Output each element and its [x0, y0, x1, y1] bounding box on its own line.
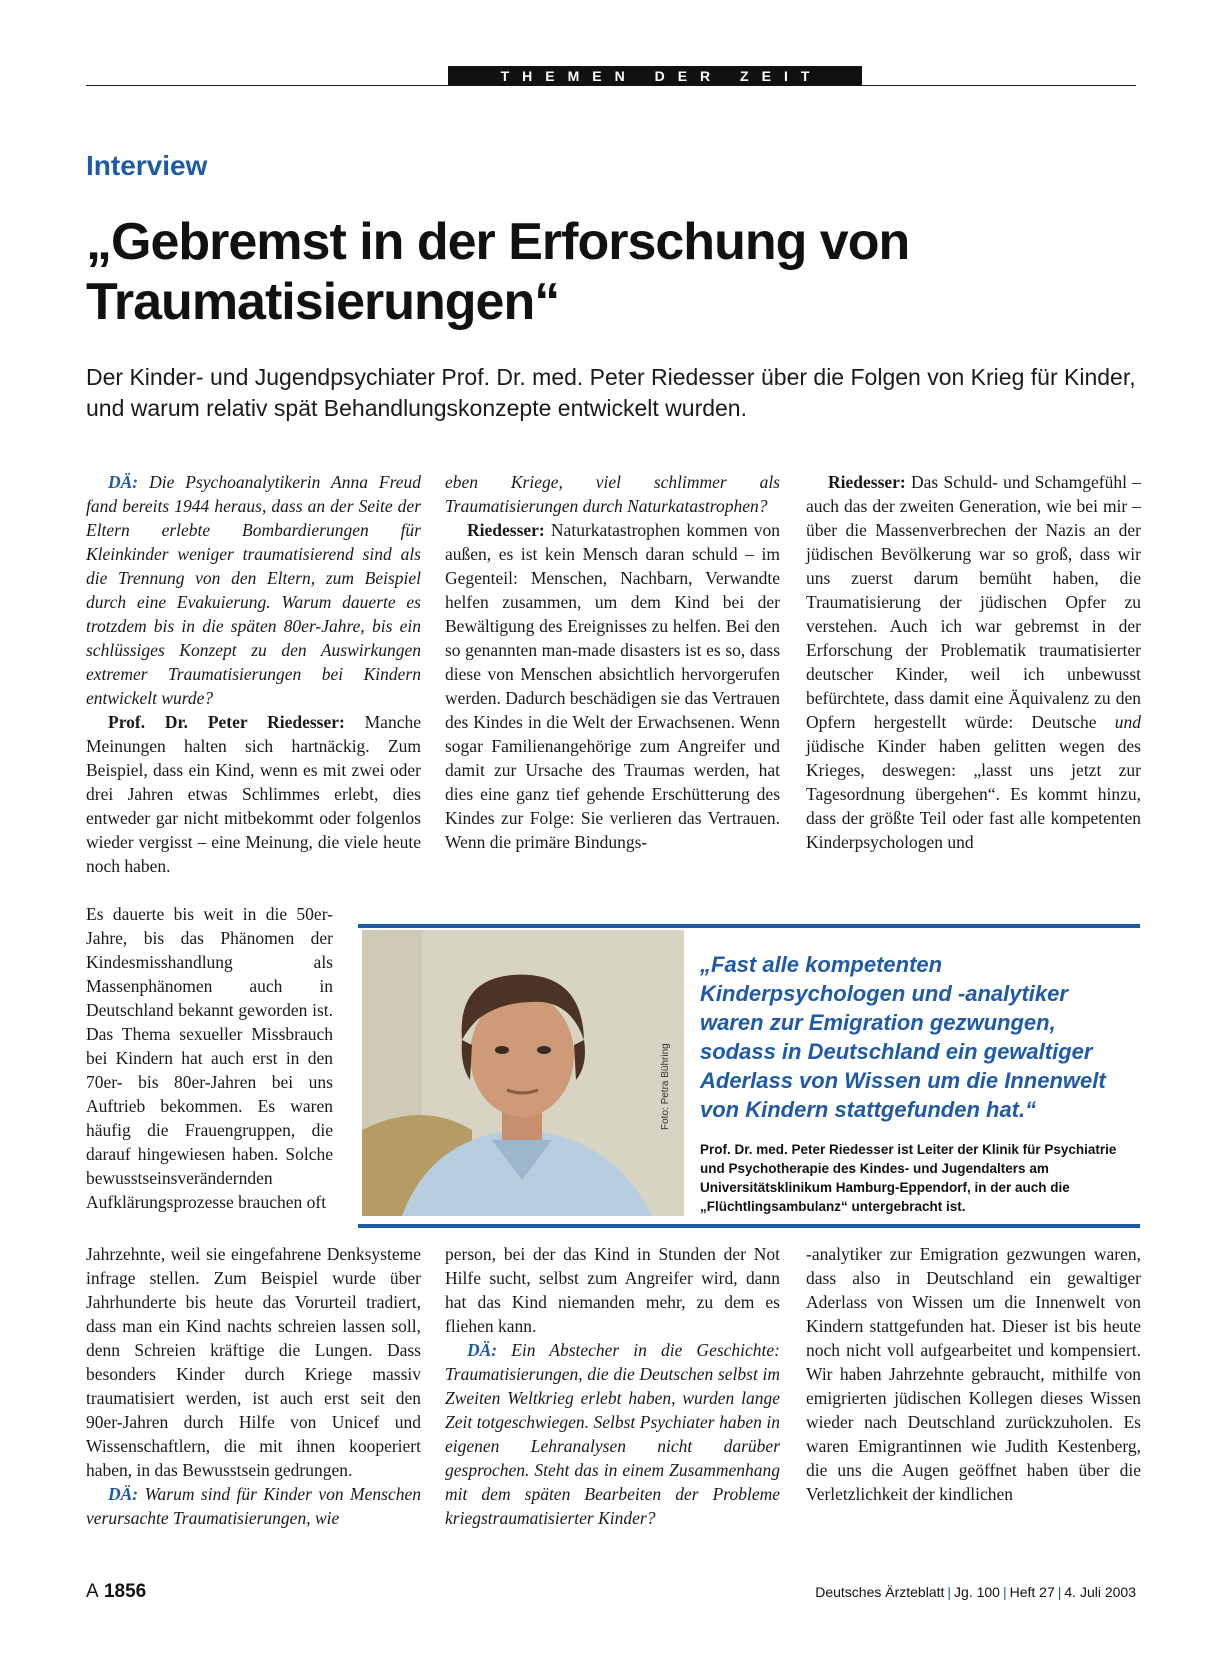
page-number	[86, 1581, 146, 1603]
speaker-label: Prof. Dr. Peter Riedesser:	[108, 712, 345, 732]
answer-text: -analytiker zur Emigration gezwungen waren, dass also in Deutschland ein gewaltiger Aderlass von Wissen um die Innenwelt von Kindern stattgefunden hat. Dieser ist bis heute noch nicht voll aufgearbeitet und kompensiert. Wir haben Jahrzehnte gebraucht, mithilfe von emigrierten jüdischen Kollegen dieses Wissen wieder nach Deutschland zurückzuholen. Es waren Emigrantinnen wie Judith Kestenberg, die uns die Augen geöffnet haben über die Verletzlichkeit der kindlichen	[806, 1244, 1141, 1504]
photo-credit: Foto: Petra Bühring	[660, 1043, 671, 1130]
speaker-label: DÄ:	[108, 472, 139, 492]
answer-1	[86, 710, 421, 878]
answer-text: Das Schuld- und Schamgefühl – auch das der zweiten Generation, wie bei mir – über die Massenverbrechen der Nazis an der jüdischen Bevölkerung war so groß, dass wir uns zuerst darum bemüht haben, die Traumatisierung der jüdischen Opfer zu verstehen. Auch ich war gebremst in der Erforschung der Problematik traumatisierter deutscher Kinder, weil ich unbewusst befürchtete, dass damit eine Äquivalenz zu den Opfern hergestellt würde: Deutsche	[806, 472, 1141, 732]
section-label: THEMEN DER ZEIT	[448, 66, 862, 86]
separator: |	[1057, 1584, 1062, 1600]
column-2	[445, 470, 780, 854]
page-number-value: 1856	[103, 1581, 147, 1602]
speaker-label: DÄ:	[108, 1484, 139, 1504]
question-text: eben Kriege, viel schlimmer als Traumatisierungen durch Naturkatastrophen?	[445, 472, 780, 516]
column-2-bottom	[445, 1242, 780, 1530]
column-3-bottom	[806, 1242, 1141, 1506]
headline: „Gebremst in der Erforschung von Traumatisierungen“	[86, 213, 910, 331]
page-prefix: A	[86, 1581, 99, 1602]
answer-text: person, bei der das Kind in Stunden der Not Hilfe sucht, selbst zum Angreifer wird, dann hat das Kind niemanden mehr, zu dem es fliehen kann.	[445, 1244, 780, 1336]
emphasis: und	[1114, 712, 1142, 732]
answer-3	[806, 470, 1141, 854]
answer-text: Jahrzehnte, weil sie eingefahrene Denksysteme infrage stellen. Zum Beispiel wurde über Jahrhunderte bis heute das Vorurteil tradiert, dass man ein Kind nachts schreien lassen soll, denn Schreien kräftige die Lungen. Dass besonders Kinder durch Kriege massiv traumatisiert werden, ist auch erst seit den 90er-Jahren durch Hilfe von Unicef und Wissenschaftlern, die mit ihnen kooperiert haben, in das Bewusstsein gedrungen.	[86, 1244, 421, 1480]
kicker: Interview	[86, 150, 208, 181]
portrait-photo	[362, 930, 684, 1216]
date: 4. Juli 2003	[1064, 1584, 1136, 1600]
answer-text: jüdische Kinder haben gelitten wegen des Krieges, deswegen: „lasst uns jetzt zur Tagesordnung übergehen“. Es kommt hinzu, dass der größte Teil oder fast alle kompetenten Kinderpsychologen und	[806, 736, 1141, 852]
answer-text: Naturkatastrophen kommen von außen, es ist kein Mensch daran schuld – im Gegenteil: Menschen, Nachbarn, Verwandte helfen zusammen, um dem Kind bei der Bewältigung des Ereignisses zu helfen. Bei den so genannten man-made disasters ist es so, dass diese von Menschen absichtlich hervorgerufen werden. Dadurch beschädigen sie das Vertrauen des Kindes in die Welt der Erwachsenen. Wenn sogar Familienangehörige zum Angreifer und damit zur Ursache des Traumas werden, hat dies eine ganz tief gehende Erschütterung des Kindes zur Folge: Sie verlieren das Vertrauen. Wenn die primäre Bindungs-	[445, 520, 780, 852]
box-rule-top	[358, 924, 1140, 928]
column-1-middle	[86, 902, 333, 1214]
speaker-label: Riedesser:	[467, 520, 545, 540]
issue: Heft 27	[1009, 1584, 1055, 1600]
question-text: Warum sind für Kinder von Menschen verursachte Traumatisierungen, wie	[86, 1484, 421, 1528]
question-2-continued	[445, 470, 780, 518]
journal-name: Deutsches Ärzteblatt	[815, 1584, 945, 1600]
column-1-bottom	[86, 1242, 421, 1530]
box-rule-bottom	[358, 1224, 1140, 1228]
portrait-illustration	[362, 930, 684, 1216]
volume: Jg. 100	[954, 1584, 1000, 1600]
photo-caption: Prof. Dr. med. Peter Riedesser ist Leiter der Klinik für Psychiatrie und Psychotherapie des Kindes- und Jugendalters am Universitätsklinikum Hamburg-Eppendorf, in der auch die „Flüchtlingsambulanz“ untergebracht ist.	[700, 1142, 1117, 1214]
answer-text: Es dauerte bis weit in die 50er-Jahre, bis das Phänomen der Kindesmisshandlung als Massenphänomen auch in Deutschland bekannt geworden ist. Das Thema sexueller Missbrauch bei Kindern hat auch erst in den 70er- bis 80er-Jahren bei uns Auftrieb bekommen. Es waren häufig die Frauengruppen, die darauf hingewiesen haben. Solche bewusstseinsverändernden Aufklärungsprozesse brauchen oft	[86, 904, 333, 1212]
question-3	[445, 1338, 780, 1530]
question-text: Die Psychoanalytikerin Anna Freud fand bereits 1944 heraus, dass an der Seite der Eltern erlebte Bombardierungen für Kleinkinder weniger traumatisierend sind als die Trennung von den Eltern, zum Beispiel durch eine Evakuierung. Warum dauerte es trotzdem bis in die späten 80er-Jahre, bis ein schlüssiges Konzept zu den Auswirkungen extremer Traumatisierungen bei Kindern entwickelt wurde?	[86, 472, 421, 708]
pull-quote: „Fast alle kompetenten Kinderpsychologen und -analytiker waren zur Emigration gezwungen, sodass in Deutschland ein gewaltiger Aderlass von Wissen um die Innenwelt von Kindern stattgefunden hat.“	[700, 952, 1106, 1122]
column-1	[86, 470, 421, 878]
question-1	[86, 470, 421, 710]
footer-citation	[786, 1584, 1136, 1600]
separator: |	[947, 1584, 952, 1600]
section-header	[86, 66, 1136, 86]
subhead: Der Kinder- und Jugendpsychiater Prof. Dr. med. Peter Riedesser über die Folgen von Krieg für Kinder, und warum relativ spät Behandlungskonzepte entwickelt wurden.	[86, 364, 1136, 421]
separator: |	[1002, 1584, 1007, 1600]
column-3	[806, 470, 1141, 854]
answer-2	[445, 518, 780, 854]
question-2	[86, 1482, 421, 1530]
answer-text: Manche Meinungen halten sich hartnäckig. Zum Beispiel, dass ein Kind, wenn es mit zwei oder drei Jahren etwas Schlimmes erlebt, dies entweder gar nicht mitbekommt oder folgenlos wieder vergisst – eine Meinung, die viele heute noch haben.	[86, 712, 421, 876]
question-text: Ein Abstecher in die Geschichte: Traumatisierungen, die die Deutschen selbst im Zweiten Weltkrieg erlebt haben, wurden lange Zeit totgeschwiegen. Selbst Psychiater haben in eigenen Lehranalysen nicht darüber gesprochen. Steht das in einem Zusammenhang mit dem späten Bearbeiten der Probleme kriegstraumatisierter Kinder?	[445, 1340, 781, 1528]
speaker-label: Riedesser:	[828, 472, 906, 492]
speaker-label: DÄ:	[467, 1340, 498, 1360]
